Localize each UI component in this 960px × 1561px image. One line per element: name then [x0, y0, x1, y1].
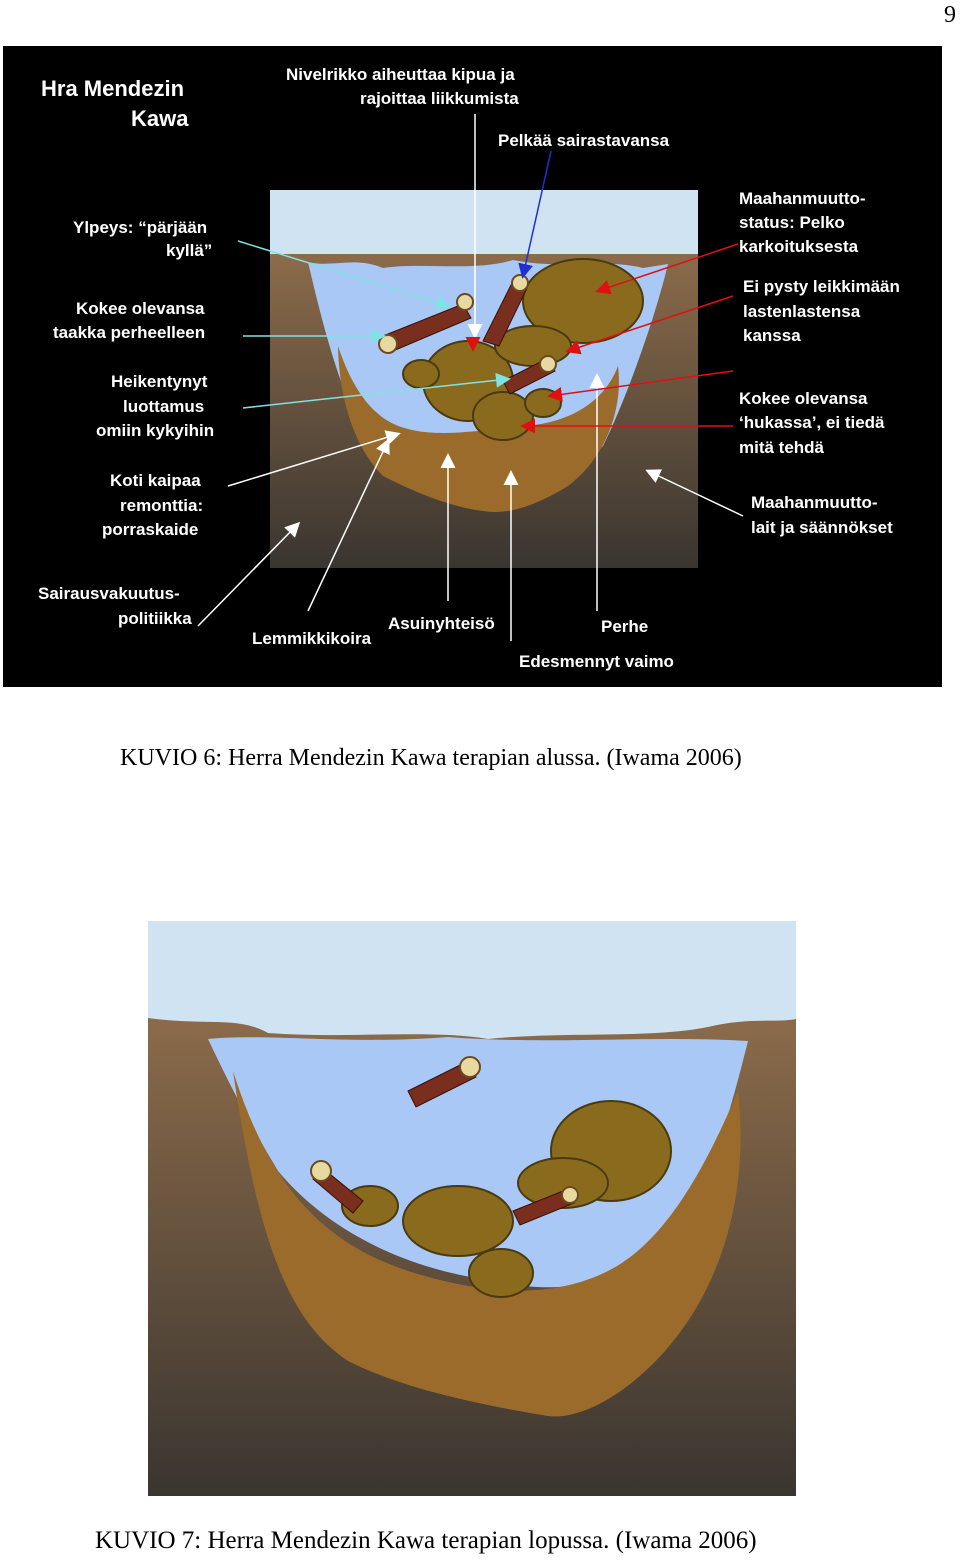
- page-number: 9: [944, 2, 956, 28]
- driftwood-floating-end: [460, 1057, 480, 1077]
- label-nivelrikko-2: rajoittaa liikkumista: [360, 89, 519, 108]
- figure-7-caption: KUVIO 7: Herra Mendezin Kawa terapian lopussa. (Iwama 2006): [95, 1527, 757, 1554]
- label-pelkaa: Pelkää sairastavansa: [498, 131, 670, 150]
- rock-small-2: [525, 389, 561, 417]
- label-maahanmuuttostatus-3: karkoituksesta: [739, 237, 859, 256]
- figure-title-line-2: Kawa: [131, 106, 189, 131]
- kawa-diagram-end-svg: [148, 921, 796, 1496]
- label-heikentynyt-1: Heikentynyt: [111, 372, 208, 391]
- driftwood-3-end: [540, 356, 556, 372]
- label-maahanmuuttostatus-1: Maahanmuutto-: [739, 189, 866, 208]
- figure-6-caption: KUVIO 6: Herra Mendezin Kawa terapian alussa. (Iwama 2006): [120, 745, 742, 771]
- label-ylpeys-1: Ylpeys: “pärjään: [73, 218, 208, 237]
- label-koti-2: remonttia:: [120, 496, 204, 515]
- rock-middle: [403, 1186, 513, 1256]
- label-koti-3: porraskaide: [102, 520, 199, 539]
- arrow-sairausvakuutus: [198, 524, 298, 626]
- label-maahanmuuttolait-1: Maahanmuutto-: [751, 493, 878, 512]
- rock-bottom: [473, 392, 533, 440]
- label-ylpeys-2: kyllä”: [166, 241, 213, 260]
- label-sairausvakuutus-1: Sairausvakuutus-: [38, 584, 180, 603]
- label-perhe: Perhe: [601, 617, 649, 636]
- label-nivelrikko-1: Nivelrikko aiheuttaa kipua ja: [286, 65, 515, 84]
- label-kokee-hukassa-1: Kokee olevansa: [739, 389, 868, 408]
- label-sairausvakuutus-2: politiikka: [118, 609, 192, 628]
- figure-title-line-1: Hra Mendezin: [41, 76, 185, 101]
- label-heikentynyt-3: omiin kykyihin: [96, 421, 215, 440]
- label-ei-pysty-3: kanssa: [743, 326, 801, 345]
- label-edesmennyt: Edesmennyt vaimo: [519, 652, 674, 671]
- label-lemmikkikoira: Lemmikkikoira: [252, 629, 372, 648]
- river-scene: [270, 190, 698, 568]
- driftwood-right-end: [562, 1187, 578, 1203]
- rock-small: [403, 360, 439, 388]
- driftwood-2-end: [512, 275, 528, 291]
- kawa-diagram-end: [148, 921, 796, 1496]
- label-maahanmuuttolait-2: lait ja säännökset: [751, 518, 893, 537]
- label-heikentynyt-2: luottamus: [123, 397, 205, 416]
- rock-right: [495, 326, 571, 366]
- label-ei-pysty-1: Ei pysty leikkimään: [743, 277, 900, 296]
- driftwood-1-end: [379, 335, 397, 353]
- label-kokee-taakka-2: taakka perheelleen: [53, 323, 206, 342]
- label-maahanmuuttostatus-2: status: Pelko: [739, 213, 845, 232]
- label-kokee-hukassa-3: mitä tehdä: [739, 438, 825, 457]
- driftwood-left-end: [311, 1161, 331, 1181]
- rock-bottom: [469, 1249, 533, 1297]
- label-ei-pysty-2: lastenlastensa: [743, 302, 861, 321]
- label-koti-1: Koti kaipaa: [110, 471, 201, 490]
- kawa-diagram-start-svg: [3, 46, 942, 687]
- driftwood-4-end: [457, 294, 473, 310]
- kawa-diagram-start: [3, 46, 942, 687]
- label-kokee-hukassa-2: ‘hukassa’, ei tiedä: [739, 413, 885, 432]
- label-asuinyhteiso: Asuinyhteisö: [388, 614, 495, 633]
- label-kokee-taakka-1: Kokee olevansa: [76, 299, 205, 318]
